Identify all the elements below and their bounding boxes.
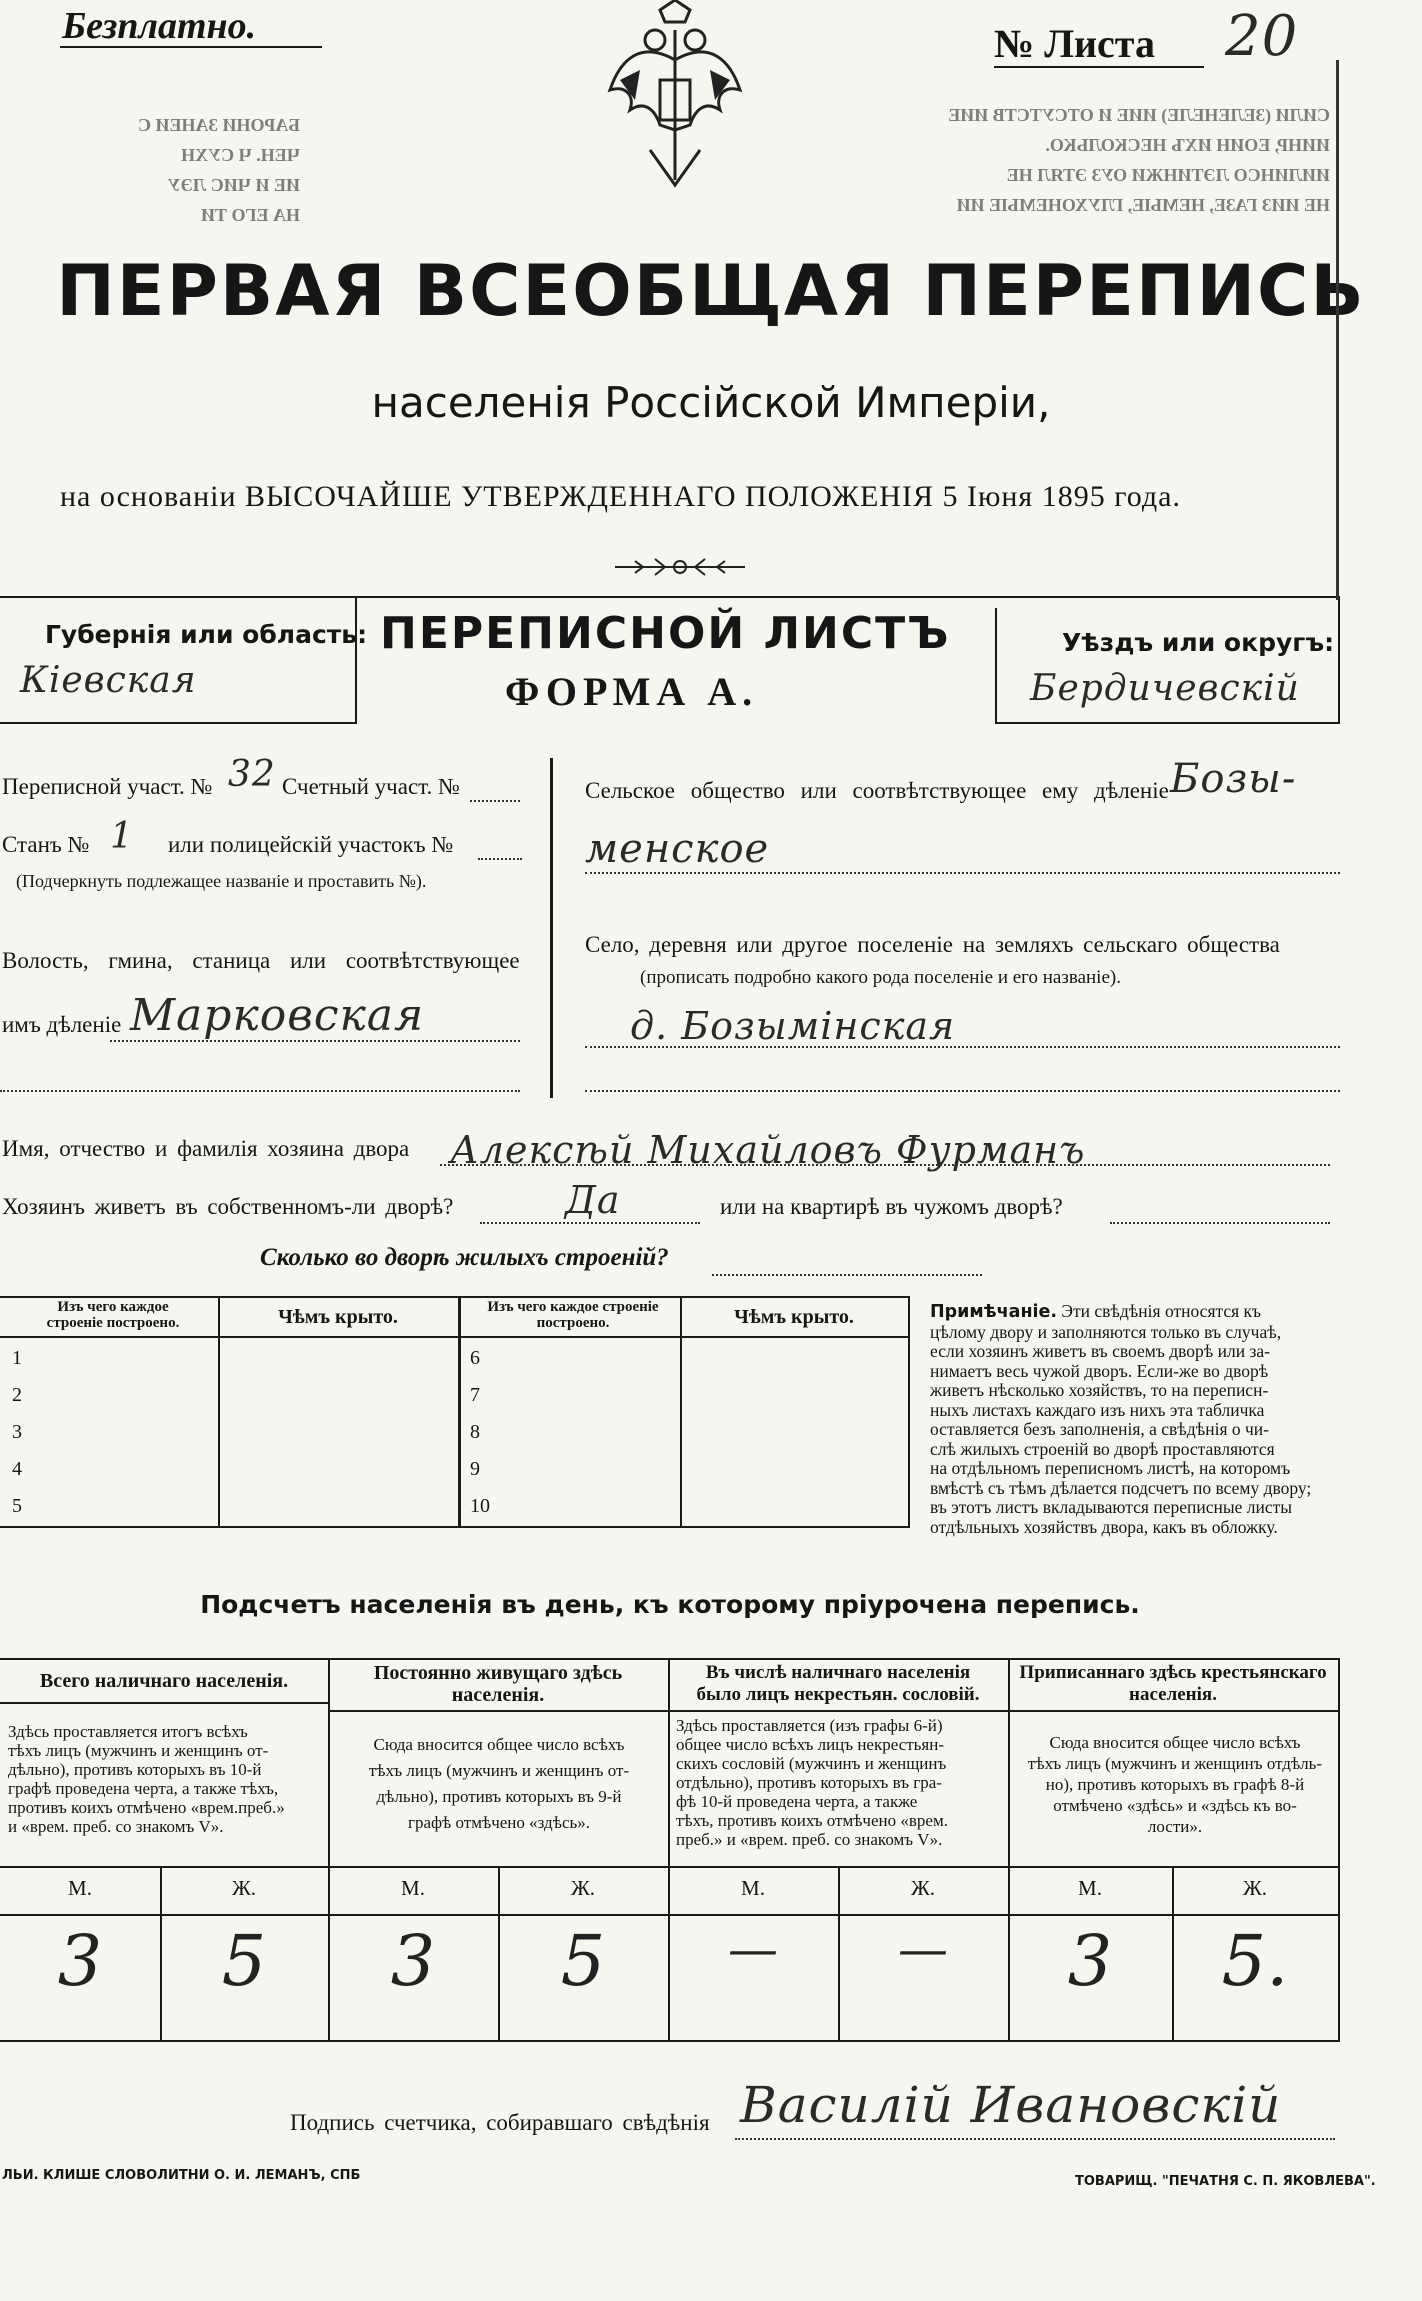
sheet-number-label: № Листа <box>994 21 1155 66</box>
stan-value: 1 <box>110 816 134 857</box>
double-headed-eagle-icon <box>600 0 750 200</box>
pop-value-2-m: 3 <box>390 1920 436 2002</box>
pop-col3-head: Въ числѣ наличнаго населенія было лицъ некрестьян. сословій. <box>696 1662 980 1705</box>
pop-value-3-f: — <box>898 1920 948 1978</box>
pop-value-3-m: — <box>728 1920 778 1978</box>
footer-printer-right: ТОВАРИЩ. "ПЕЧАТНЯ С. П. ЯКОВЛЕВА". <box>1075 2174 1376 2189</box>
enumerator-signature: Василій Ивановскій <box>740 2076 1282 2134</box>
table-row: 2 <box>12 1384 22 1406</box>
buildings-col-material: Изъ чего каждое строеніе построено. <box>46 1299 180 1331</box>
police-label: или полицейскій участокъ № <box>168 832 454 857</box>
table-row: 6 <box>470 1347 480 1369</box>
m-label-1: М. <box>68 1876 92 1900</box>
m-label-4: М. <box>1078 1876 1102 1900</box>
buildings-col-material-2: Изъ чего каждое строеніе построено. <box>487 1299 659 1331</box>
f-label-4: Ж. <box>1242 1876 1268 1900</box>
society-value: Бозы- <box>1170 756 1297 802</box>
population-title: Подсчетъ населенія въ день, къ которому пріурочена перепись. <box>200 1590 1140 1619</box>
volost-value: Марковская <box>130 990 425 1041</box>
bleed-through-right: СИЛИ (ЗЕЛЕНЕЛЕ) ИИЕ И ОТСУТСТВ ИИЕ ИИНР, ЕОИН ИХЪ НЕСКОЛЬКО. ИИЛИНСО ЛЭТИНЖИ ОУЗ ЭТЯЛ НЕ НЕ ИИЗ ГАЗЕ, НЕМЫЕ, ГЛУХОНЕМЫЕ ИИ <box>948 105 1330 215</box>
society-label: Сельское общество или соотвѣтствующее ему дѣленіе <box>585 778 1169 803</box>
table-row: 10 <box>470 1495 490 1517</box>
village-value: д. Бозымінская <box>630 1004 956 1048</box>
volost-label-2: имъ дѣленіе <box>2 1012 122 1037</box>
owner-name-value: Алексѣй Михайловъ Фурманъ <box>450 1128 1086 1172</box>
bleed-through-left: БАРОНИ ЗАНЕИ С ЧЕН. Ч СУХН ИЕ И ЧИС ЛЭУ НА ЕГО ТИ <box>137 115 300 225</box>
pop-value-4-m: 3 <box>1067 1920 1113 2002</box>
village-label: Село, деревня или другое поселеніе на земляхъ сельскаго общества <box>585 932 1280 957</box>
f-label-1: Ж. <box>231 1876 257 1900</box>
owner-rent-label: или на квартирѣ въ чужомъ дворѣ? <box>720 1194 1063 1219</box>
footer-printer-left: ЛЬИ. КЛИШЕ СЛОВОЛИТНИ О. И. ЛЕМАНЪ, СПБ <box>2 2168 361 2183</box>
district-label: Уѣздъ или округъ: <box>1062 628 1335 657</box>
owner-name-label: Имя, отчество и фамилія хозяина двора <box>2 1136 410 1161</box>
volost-label: Волость, гмина, станица или соотвѣтствующее <box>2 948 520 973</box>
pop-col4-desc: Сюда вносится общее число всѣхъ тѣхъ лицъ (мужчинъ и женщинъ отдѣль- но), противъ которыхъ въ графѣ 8-й отмѣчено «здѣсь» и «здѣсь къ во- лости». <box>1027 1733 1323 1836</box>
f-label-2: Ж. <box>570 1876 596 1900</box>
m-label-2: М. <box>401 1876 425 1900</box>
stan-label: Станъ № <box>2 832 90 857</box>
table-row: 7 <box>470 1384 480 1406</box>
note-title: Примѣчаніе. <box>930 1302 1058 1322</box>
signature-label: Подпись счетчика, собиравшаго свѣдѣнія <box>290 2110 710 2135</box>
table-row: 9 <box>470 1458 480 1480</box>
count-section-label: Счетный участ. № <box>282 774 460 799</box>
free-label: Безплатно. <box>62 5 257 47</box>
buildings-question: Сколько во дворѣ жилыхъ строеній? <box>260 1244 669 1271</box>
district-value: Бердичевскій <box>1030 668 1300 709</box>
table-row: 5 <box>12 1495 22 1517</box>
form-main-title: ПЕРВАЯ ВСЕОБЩАЯ ПЕРЕПИСЬ <box>56 250 1366 332</box>
buildings-note: Примѣчаніе. Эти свѣдѣнія относятся къ цѣлому двору и заполняются только въ случаѣ, если хозяинъ живетъ въ своемъ дворѣ или за- нимаетъ весь чужой дворъ. Если-же во дворѣ живетъ нѣсколько хозяйствъ, то на переписн- ныхъ листахъ каждаго изъ нихъ эта табличка оставляется безъ заполненія, а свѣдѣнія о чи- слѣ жилыхъ строеній во дворѣ проставляются на отдѣльномъ переписномъ листѣ, на которомъ вмѣстѣ съ тѣмъ дѣлается подсчетъ по всему двору; въ этотъ листъ вкладываются переписные листы отдѣльныхъ хозяйствъ двора, какъ въ обложку. <box>930 1301 1312 1537</box>
census-section-value: 32 <box>228 754 276 795</box>
legal-basis: на основаніи ВЫСОЧАЙШЕ УТВЕРЖДЕННАГО ПОЛОЖЕНІЯ 5 Іюня 1895 года. <box>60 480 1181 513</box>
sheet-number-value: 20 <box>1225 4 1299 69</box>
table-row: 4 <box>12 1458 22 1480</box>
table-row: 3 <box>12 1421 22 1443</box>
f-label-3: Ж. <box>910 1876 936 1900</box>
pop-col3-desc: Здѣсь проставляется (изъ графы 6-й) общее число всѣхъ лицъ некрестьян- скихъ сословій (мужчинъ и женщинъ отдѣльно), противъ которыхъ въ гра- фѣ 10-й проведена черта, а также тѣхъ, противъ коихъ отмѣчено «врем. преб.» и «врем. преб. со знакомъ V». <box>676 1716 948 1849</box>
province-value: Кіевская <box>20 660 197 701</box>
village-note: (прописать подробно какого рода поселеніе и его названіе). <box>640 967 1121 988</box>
form-name: ФОРМА А. <box>505 669 759 714</box>
buildings-rows-right <box>470 1340 490 1525</box>
pop-value-1-m: 3 <box>57 1920 103 2002</box>
table-row: 8 <box>470 1421 480 1443</box>
pop-col2-head: Постоянно живущаго здѣсь населенія. <box>373 1662 623 1706</box>
pop-col4-head: Приписаннаго здѣсь крестьянскаго населенія. <box>1019 1662 1327 1705</box>
ornament-divider <box>615 555 745 579</box>
pop-value-1-f: 5 <box>221 1920 267 2002</box>
owner-own-label: Хозяинъ живетъ въ собственномъ-ли дворѣ? <box>2 1194 454 1219</box>
pop-value-4-f: 5. <box>1221 1920 1289 2002</box>
sheet-title: ПЕРЕПИСНОЙ ЛИСТЪ <box>380 608 951 659</box>
pop-col1-desc: Здѣсь проставляется итогъ всѣхъ тѣхъ лицъ (мужчинъ и женщинъ от- дѣльно), противъ которыхъ въ 10-й графѣ проведена черта, а также тѣхъ, противъ коихъ отмѣчено «врем.преб.» и «врем. преб. со знакомъ V». <box>8 1722 285 1836</box>
pop-col2-desc: Сюда вносится общее число всѣхъ тѣхъ лицъ (мужчинъ и женщинъ от- дѣльно), противъ которыхъ въ 9-й графѣ отмѣчено «здѣсь». <box>368 1735 630 1832</box>
form-subtitle: населенія Россійской Имперіи, <box>371 378 1051 427</box>
buildings-col-roof-2: Чѣмъ крыто. <box>734 1306 854 1328</box>
pop-value-2-f: 5 <box>560 1920 606 2002</box>
table-row: 1 <box>12 1347 22 1369</box>
m-label-3: М. <box>741 1876 765 1900</box>
province-label: Губернія или область: <box>45 620 368 649</box>
owner-own-value: Да <box>565 1178 621 1222</box>
buildings-col-roof: Чѣмъ крыто. <box>278 1306 398 1328</box>
society-value-2: менское <box>585 826 770 872</box>
census-section-label: Переписной участ. № <box>2 774 213 799</box>
pop-col1-head: Всего наличнаго населенія. <box>39 1670 289 1692</box>
buildings-rows-left <box>12 1340 22 1525</box>
underline-note: (Подчеркнуть подлежащее названіе и проставить №). <box>16 871 427 891</box>
